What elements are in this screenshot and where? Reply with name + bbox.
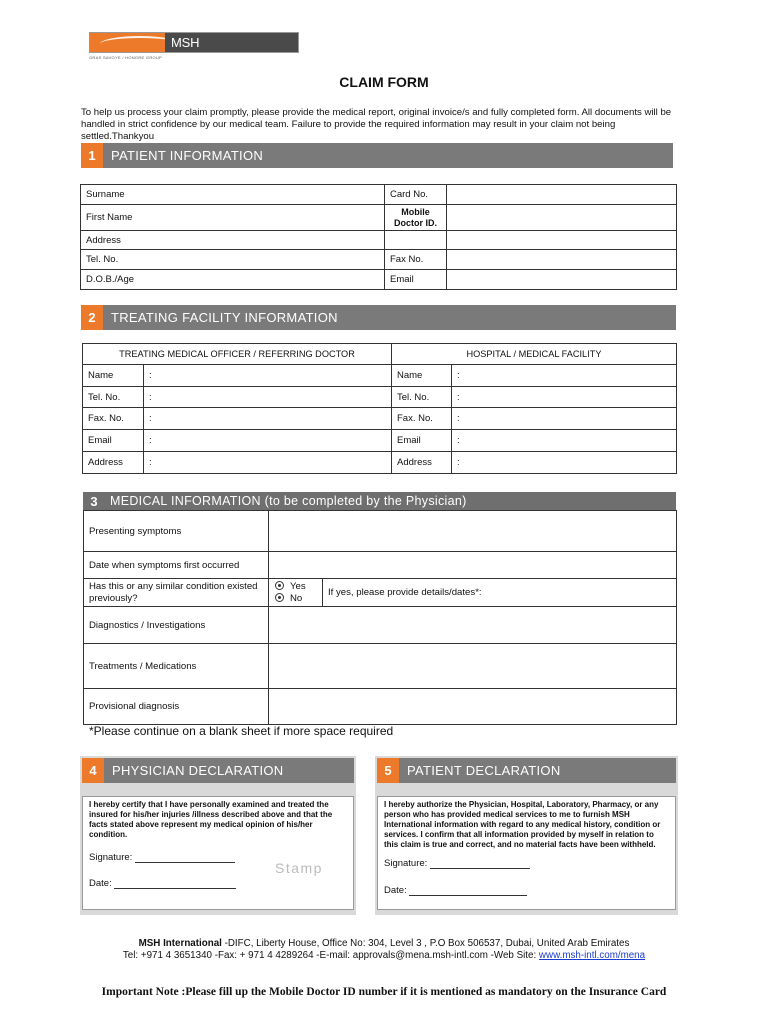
section-label: MEDICAL INFORMATION (to be completed by the Physician) bbox=[110, 494, 467, 508]
website-link[interactable]: www.msh-intl.com/mena bbox=[538, 950, 646, 961]
yes-no-options bbox=[269, 579, 323, 607]
section-number: 1 bbox=[81, 143, 103, 168]
colon: : bbox=[149, 413, 152, 424]
physician-declaration-box bbox=[82, 796, 354, 910]
section-label: PATIENT DECLARATION bbox=[407, 763, 561, 778]
stamp-label: Stamp bbox=[275, 860, 323, 876]
section-header-medical bbox=[83, 492, 676, 511]
footer-company: MSH International bbox=[138, 938, 222, 949]
fax-no-field[interactable] bbox=[447, 250, 677, 270]
no-radio-icon[interactable] bbox=[275, 593, 284, 602]
colon: : bbox=[457, 391, 460, 403]
section-number: 3 bbox=[83, 492, 105, 511]
signature-label: Signature: bbox=[89, 852, 133, 863]
provisional-diagnosis-label: Provisional diagnosis bbox=[84, 689, 269, 725]
section-number: 2 bbox=[81, 305, 103, 330]
section-header-facility bbox=[81, 305, 676, 330]
patient-date-line[interactable] bbox=[409, 895, 527, 896]
patient-signature-line[interactable] bbox=[430, 868, 530, 869]
patient-declaration-box bbox=[377, 796, 676, 910]
tel-no-label: Tel. No. bbox=[81, 250, 385, 270]
colon: : bbox=[149, 457, 152, 468]
yes-option[interactable] bbox=[275, 581, 317, 593]
address-extra-cell[interactable] bbox=[385, 231, 447, 250]
hospital-column-header: HOSPITAL / MEDICAL FACILITY bbox=[392, 344, 677, 365]
email-field[interactable] bbox=[447, 270, 677, 290]
patient-declaration-panel bbox=[375, 756, 678, 915]
patient-info-table bbox=[80, 184, 677, 290]
date-first-label: Date when symptoms first occurred bbox=[84, 552, 269, 579]
patient-date-row bbox=[384, 886, 527, 896]
logo-brand: MSH INTERNATIONAL bbox=[165, 33, 298, 52]
presenting-symptoms-field[interactable] bbox=[269, 511, 677, 552]
mobile-doctor-id-field[interactable] bbox=[447, 205, 677, 231]
hospital-name-label: Name bbox=[392, 365, 452, 387]
colon: : bbox=[457, 457, 460, 468]
doctor-address-label: Address bbox=[83, 452, 144, 474]
no-label: No bbox=[290, 592, 303, 604]
yes-radio-icon[interactable] bbox=[275, 581, 284, 590]
hospital-fax-label: Fax. No. bbox=[392, 408, 452, 430]
doctor-column-header: TREATING MEDICAL OFFICER / REFERRING DOCTOR bbox=[83, 344, 392, 365]
signature-label: Signature: bbox=[384, 858, 428, 869]
section-number: 5 bbox=[377, 758, 399, 783]
first-name-label: First Name bbox=[81, 205, 385, 231]
doctor-email-label: Email bbox=[83, 430, 144, 452]
hospital-address-label: Address bbox=[392, 452, 452, 474]
hospital-email-label: Email bbox=[392, 430, 452, 452]
card-no-label: Card No. bbox=[385, 185, 447, 205]
section-label: PHYSICIAN DECLARATION bbox=[112, 763, 284, 778]
diagnostics-label: Diagnostics / Investigations bbox=[84, 607, 269, 644]
physician-date-row bbox=[89, 879, 236, 889]
address-field[interactable] bbox=[447, 231, 677, 250]
physician-signature-row bbox=[89, 853, 235, 863]
address-label: Address bbox=[81, 231, 385, 250]
colon: : bbox=[457, 413, 460, 424]
provisional-diagnosis-field[interactable] bbox=[269, 689, 677, 725]
similar-condition-label: Has this or any similar condition existed previously? bbox=[84, 579, 269, 607]
physician-declaration-text: I hereby certify that I have personally examined and treated the insured for his/her injuries /illness described above and that the facts stated above represent my medical opinion of his/her condition. bbox=[89, 800, 333, 839]
page-title: CLAIM FORM bbox=[339, 74, 429, 90]
section-label: PATIENT INFORMATION bbox=[111, 148, 264, 163]
date-label: Date: bbox=[384, 885, 407, 896]
section-header-patient bbox=[81, 143, 673, 168]
colon: : bbox=[149, 391, 152, 403]
hospital-tel-label: Tel. No. bbox=[392, 387, 452, 408]
if-yes-label: If yes, please provide details/dates*: bbox=[328, 587, 482, 598]
date-first-field[interactable] bbox=[269, 552, 677, 579]
doctor-name-field[interactable] bbox=[144, 365, 392, 387]
no-option[interactable] bbox=[275, 593, 317, 605]
date-label: Date: bbox=[89, 878, 112, 889]
patient-signature-row bbox=[384, 859, 530, 869]
intro-text: To help us process your claim promptly, please provide the medical report, original invoice/s and fully completed form. All documents will be handled in strict confidence by our medical team. Failure to provide the required information may result in your claim not being settled.Thankyou bbox=[81, 107, 672, 142]
section-header-physician bbox=[82, 758, 354, 783]
logo-subtitle: GRAS SAVOYE / HONORE GROUP bbox=[89, 55, 163, 60]
doctor-tel-field[interactable] bbox=[144, 387, 392, 408]
treatments-label: Treatments / Medications bbox=[84, 644, 269, 689]
important-note: Important Note :Please fill up the Mobile Doctor ID number if it is mentioned as mandatory on the Insurance Card bbox=[101, 986, 667, 998]
patient-declaration-text: I hereby authorize the Physician, Hospital, Laboratory, Pharmacy, or any person who has provided medical services to me to furnish MSH International information with regard to any medical history, condition or services. I confirm that all information provided by myself in relation to this claim is true and correct, and no material facts have been withheld. bbox=[384, 800, 661, 849]
section-label: TREATING FACILITY INFORMATION bbox=[111, 310, 338, 325]
doctor-name-label: Name bbox=[83, 365, 144, 387]
colon: : bbox=[149, 435, 152, 446]
card-no-field[interactable] bbox=[447, 185, 677, 205]
email-label: Email bbox=[385, 270, 447, 290]
footer-address bbox=[0, 938, 768, 950]
if-yes-field[interactable] bbox=[323, 579, 677, 607]
doctor-email-field[interactable] bbox=[144, 430, 392, 452]
medical-info-table bbox=[83, 510, 677, 725]
physician-declaration-panel bbox=[80, 756, 356, 915]
footer-contact bbox=[0, 950, 768, 962]
dob-age-label: D.O.B./Age bbox=[81, 270, 385, 290]
colon: : bbox=[457, 435, 460, 446]
doctor-fax-field[interactable] bbox=[144, 408, 392, 430]
facility-info-table bbox=[82, 343, 677, 474]
doctor-tel-label: Tel. No. bbox=[83, 387, 144, 408]
footer-contact-text: Tel: +971 4 3651340 -Fax: + 971 4 4289264 -E-mail: approvals@mena.msh-intl.com -Web Site: bbox=[122, 950, 539, 961]
mobile-doctor-id-label: Mobile Doctor ID. bbox=[385, 205, 447, 231]
doctor-address-field[interactable] bbox=[144, 452, 392, 474]
surname-label: Surname bbox=[81, 185, 385, 205]
physician-signature-line[interactable] bbox=[135, 862, 235, 863]
hospital-tel-field[interactable] bbox=[452, 387, 677, 408]
hospital-address-field[interactable] bbox=[452, 452, 677, 474]
hospital-email-field[interactable] bbox=[452, 430, 677, 452]
colon: : bbox=[457, 370, 460, 381]
treatments-field[interactable] bbox=[269, 644, 677, 689]
logo-swoosh-icon bbox=[90, 33, 165, 52]
physician-date-line[interactable] bbox=[114, 888, 236, 889]
doctor-fax-label: Fax. No. bbox=[83, 408, 144, 430]
section-number: 4 bbox=[82, 758, 104, 783]
colon: : bbox=[149, 370, 152, 381]
continue-note: *Please continue on a blank sheet if more space required bbox=[89, 724, 394, 738]
presenting-symptoms-label: Presenting symptoms bbox=[84, 511, 269, 552]
fax-no-label: Fax No. bbox=[385, 250, 447, 270]
section-header-patient-declaration bbox=[377, 758, 676, 783]
footer-address-text: -DIFC, Liberty House, Office No: 304, Level 3 , P.O Box 506537, Dubai, United Arab Emirates bbox=[221, 938, 630, 949]
hospital-fax-field[interactable] bbox=[452, 408, 677, 430]
hospital-name-field[interactable] bbox=[452, 365, 677, 387]
yes-label: Yes bbox=[290, 580, 306, 592]
diagnostics-field[interactable] bbox=[269, 607, 677, 644]
